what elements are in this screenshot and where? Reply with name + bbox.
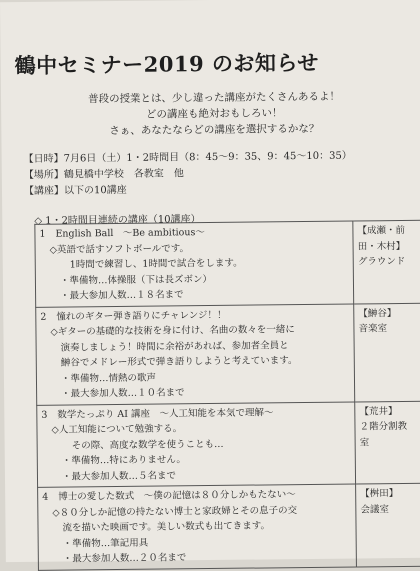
lecture-line: ◇ギターの基礎的な技術を身に付け、名曲の数々を一緒に [50,324,295,338]
lecture-teacher-room [356,483,420,566]
intro-line: 普段の授業とは、少し違った講座がたくさんあるよ！ [87,90,341,106]
teacher-line: 【鰰谷】 [358,307,397,319]
lecture-line: ・準備物…筆記用具 [62,537,149,550]
lecture-number: 4 [42,491,49,503]
lecture-teacher-room [353,220,420,303]
lecture-line: ・準備物…特にありません。 [61,454,186,467]
lecture-teacher-room [355,401,420,484]
teacher-line: 【成瀬・前 [357,224,406,237]
lecture-line: ・最大参加人数…２０名まで [62,552,187,565]
intro-line: どの講座も絶対おもしろい！ [145,107,283,121]
teacher-line: 【桝田】 [360,488,399,500]
lecture-row [37,401,420,488]
lecture-line: 演奏しましょう！時間に余裕があれば、参加者全員と [60,339,289,354]
event-details [24,148,414,200]
lecture-title: 博士の愛した数式 ～僕の記憶は８０分しかもたない～ [58,489,296,503]
event-date: 【日時】7月6日（土）1・2時間目（8：45～9：35、9：45～10：35） [23,150,352,165]
lecture-line: その際、高度な数学を使うことも… [71,438,224,451]
teacher-line: 【荒井】 [359,405,398,417]
event-course-count: 【講座】以下の10講座 [23,184,127,197]
lecture-description [38,484,357,570]
lecture-line: 鰰谷でメドレー形式で弾き語りしようと考えています。 [60,355,298,369]
room-line: 会議室 [360,503,390,515]
intro-line: さぁ、あなたならどの講座を選択するかな？ [109,122,320,138]
intro-text [19,88,409,140]
lecture-line: ・最大参加人数…１８名まで [60,289,184,302]
lecture-line: ◇英語で話すソフトボールです。 [49,242,190,256]
lecture-line: ・最大参加人数…１０名まで [61,387,185,400]
section-header: ◇ 1・2時間目連続の講座（10講座） [34,214,201,227]
lecture-line: ・準備物…体操服（下は長ズボン） [59,273,212,287]
room-line: 室 [359,436,370,448]
lecture-description [35,221,354,307]
lecture-title: 数学たっぷり AI 講座 ～人工知能を本気で理解～ [57,406,274,421]
lecture-title: 憧れのギター弾き語りにチャレンジ！！ [56,309,227,323]
page-title: 鶴中セミナー2019 のお知らせ [14,49,319,79]
lecture-number: 2 [40,311,47,323]
lecture-line: 1時間で練習し、1時間で試合をします。 [69,257,243,271]
lecture-number: 1 [39,228,46,240]
lecture-description [37,402,356,488]
room-line: グラウンド [357,255,406,268]
lecture-line: ・最大参加人数…５名まで [61,469,177,483]
lecture-line: ◇８０分しか記憶の持たない博士と家政婦とその息子の交 [52,504,298,519]
lecture-teacher-room [354,303,420,402]
lecture-line: 流を描いた映画です。美しい数式も出てきます。 [62,520,271,534]
lecture-number: 3 [41,409,48,421]
event-place: 【場所】鶴見橋中学校 各教室 他 [23,168,184,181]
lecture-title: English Ball ～Be ambitious～ [55,227,205,240]
teacher-line: 田・木村】 [357,240,406,252]
lecture-table [34,220,420,571]
room-line: ２階分割教 [359,420,408,433]
lecture-description [36,304,355,405]
lecture-line: ◇人工知能について勉強する。 [51,423,183,436]
lecture-row [35,220,420,307]
lecture-line: ・準備物…情熱の歌声 [60,372,157,385]
room-line: 音楽室 [358,323,388,335]
lecture-row [36,303,420,405]
lecture-row [38,483,420,570]
